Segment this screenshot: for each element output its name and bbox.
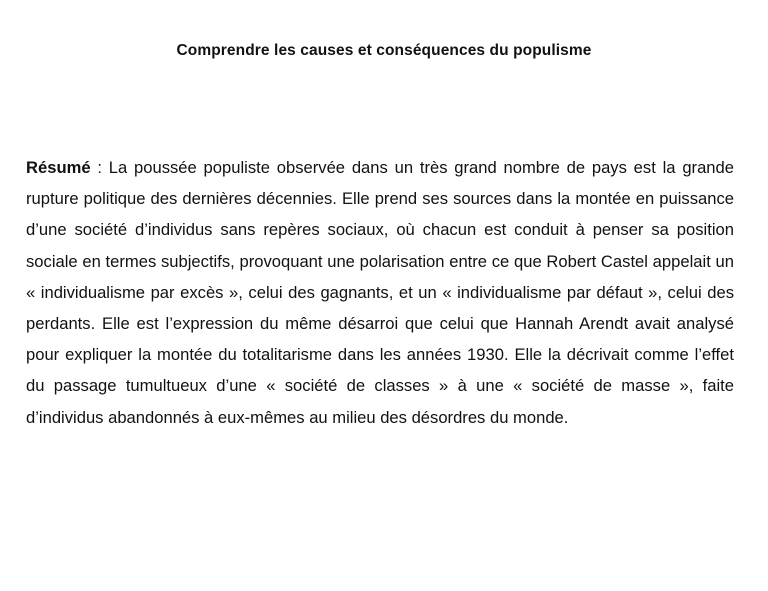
abstract-label: Résumé bbox=[26, 158, 91, 177]
abstract-separator: : bbox=[90, 158, 109, 177]
abstract-paragraph bbox=[26, 152, 734, 433]
abstract-text: La poussée populiste observée dans un très grand nombre de pays est la grande rupture politique des dernières décennies. Elle prend ses sources dans la montée en puissance d’une société d’individus sans repères sociaux, où chacun est conduit à penser sa position sociale en termes subjectifs, provoquant une polarisation entre ce que Robert Castel appelait un « individualisme par excès », celui des gagnants, et un « individualisme par défaut », celui des perdants. Elle est l’expression du même désarroi que celui que Hannah Arendt avait analysé pour expliquer la montée du totalitarisme dans les années 1930. Elle la décrivait comme l’effet du passage tumultueux d’une « société de classes » à une « société de masse », faite d’individus abandonnés à eux-mêmes au milieu des désordres du monde. bbox=[26, 158, 734, 427]
document-title: Comprendre les causes et conséquences du populisme bbox=[176, 42, 592, 59]
